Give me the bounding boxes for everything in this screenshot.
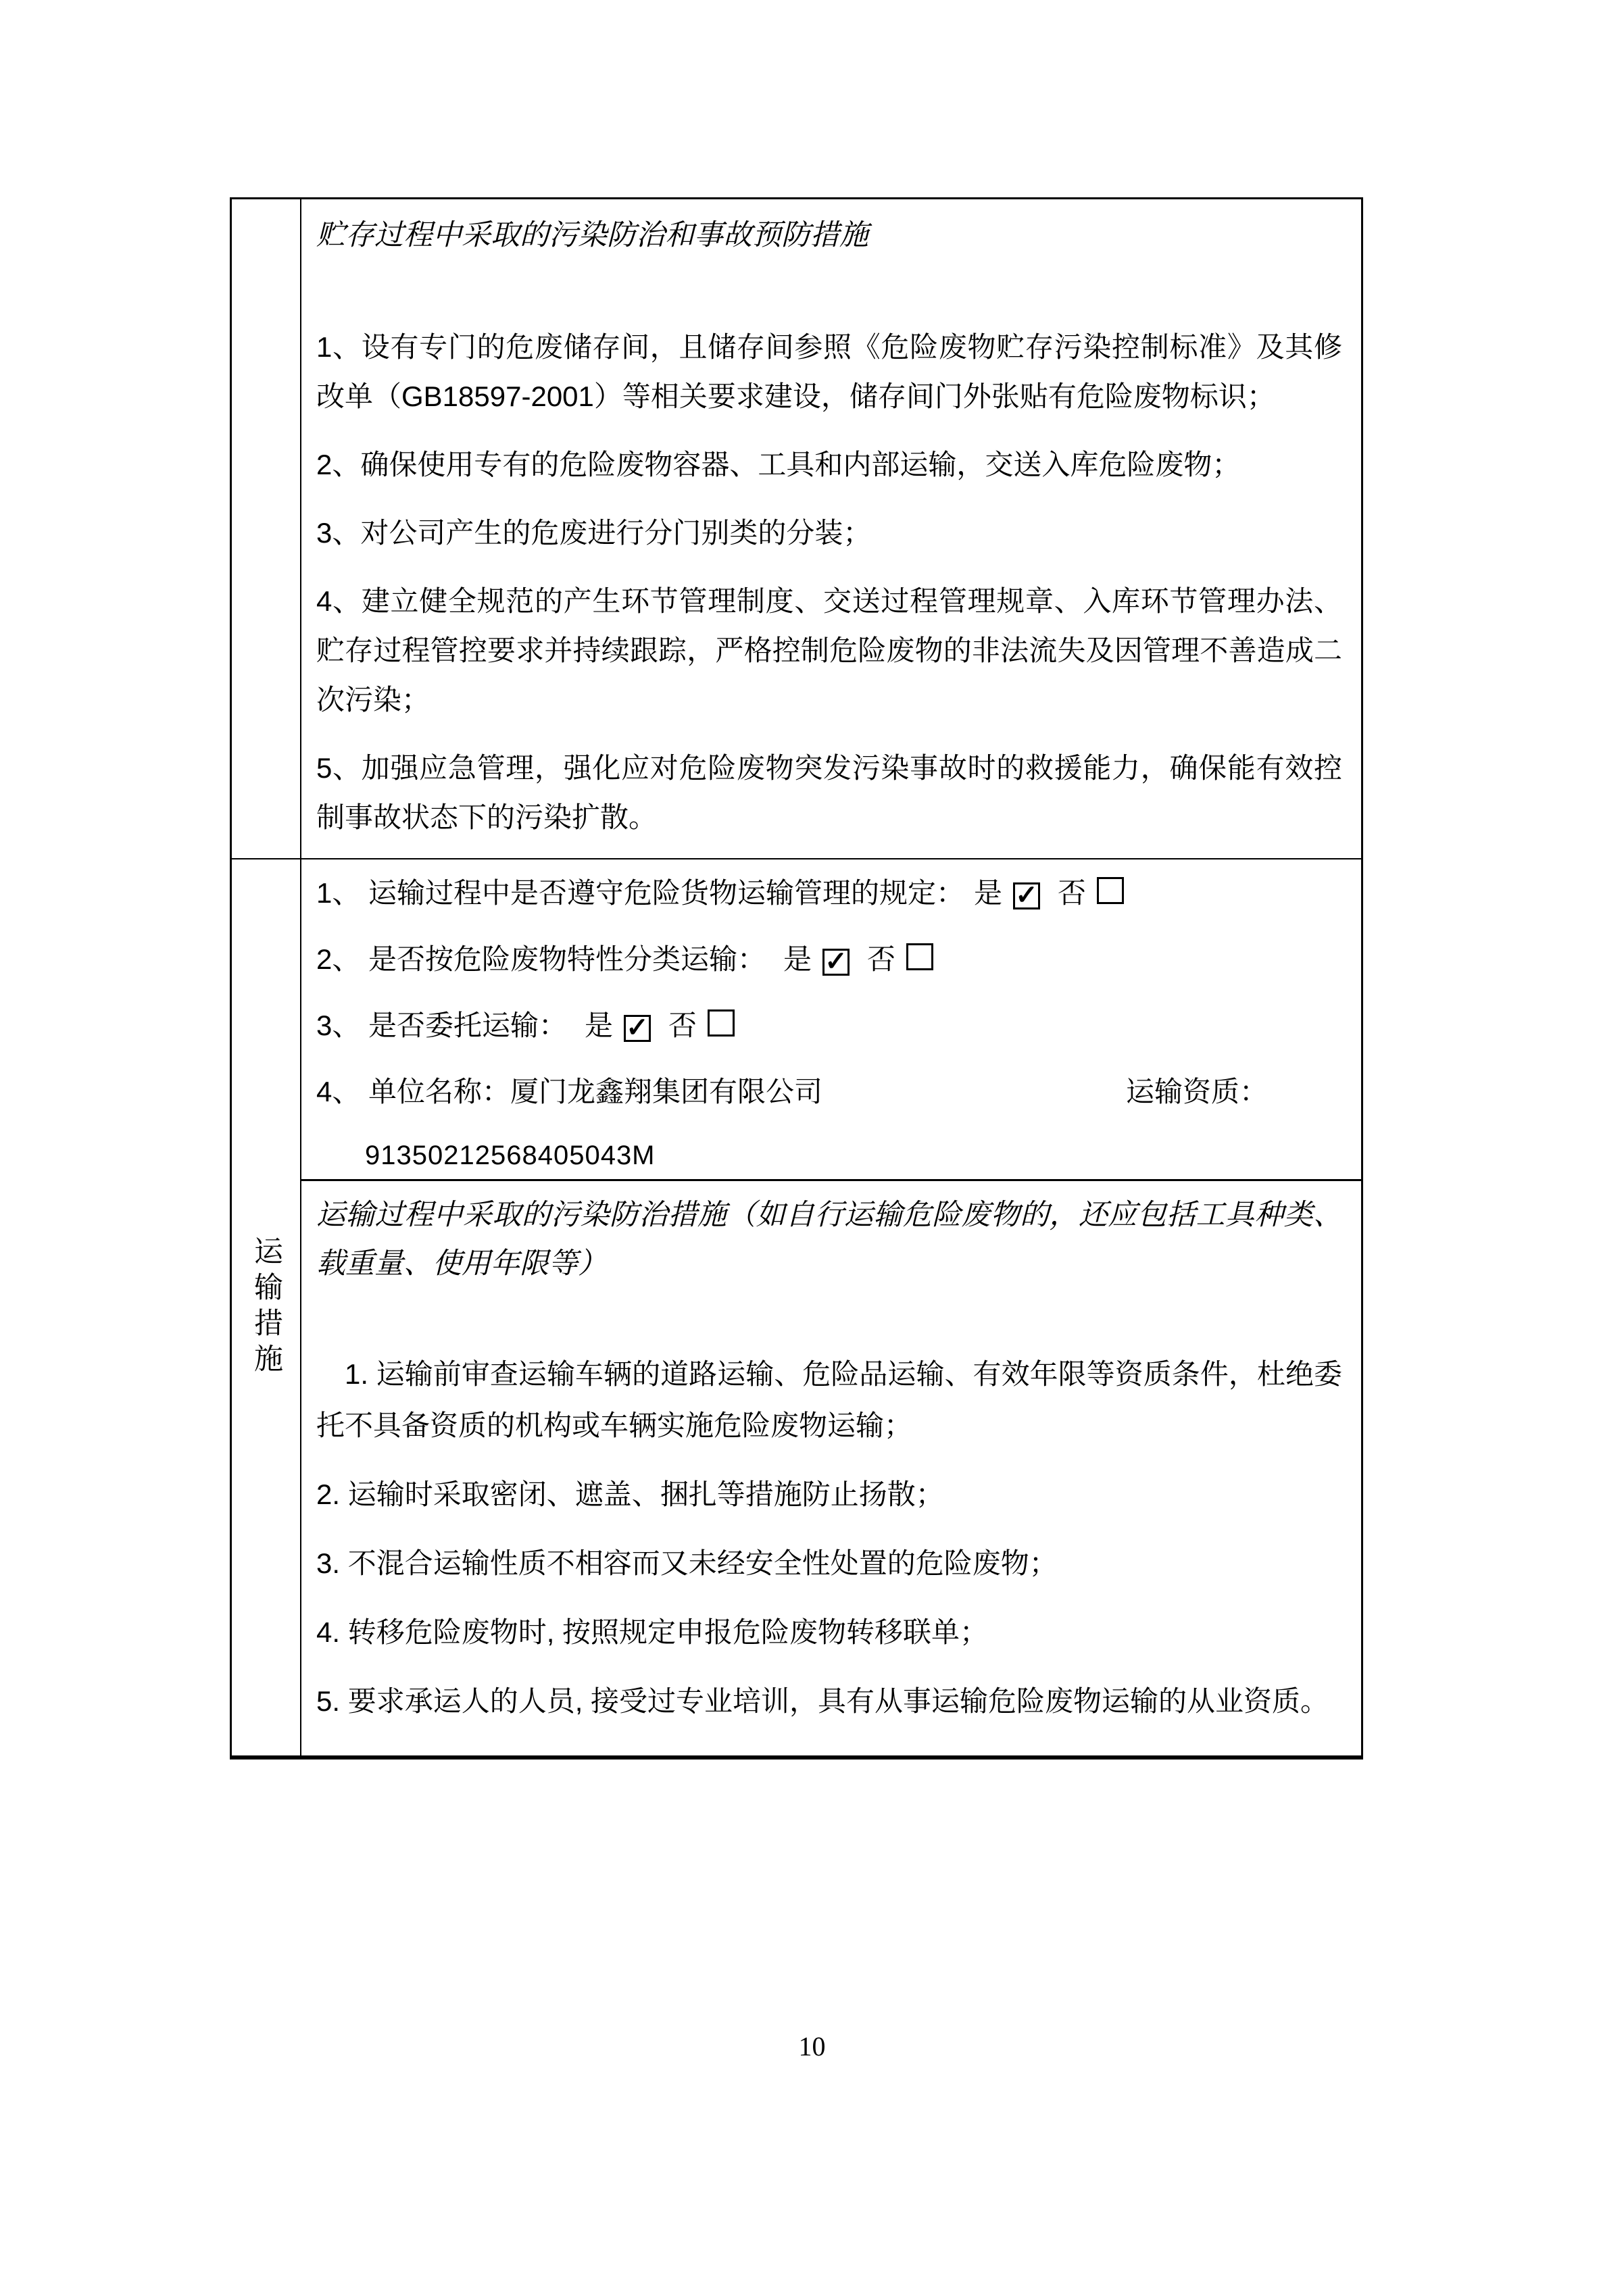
no-label: 否 <box>867 943 896 975</box>
storage-measure-item: 1、设有专门的危废储存间，且储存间参照《危险废物贮存污染控制标准》及其修改单（GB18597-2001）等相关要求建设，储存间门外张贴有危险废物标识； <box>316 331 1342 412</box>
page-number: 10 <box>798 2031 826 2062</box>
storage-measures-heading: 贮存过程中采取的污染防治和事故预防措施 <box>316 219 868 251</box>
yes-label: 是 <box>585 1009 614 1041</box>
transport-measures-heading: 运输过程中采取的污染防治措施（如自行运输危险废物的，还应包括工具种类、载重量、使用年限等） <box>316 1199 1342 1280</box>
yes-label: 是 <box>974 877 1003 909</box>
question-text: 1、 运输过程中是否遵守危险货物运输管理的规定： <box>316 877 965 909</box>
checkbox-yes-checked-icon: ✓ <box>624 1015 651 1042</box>
transport-measure-item: 1. 运输前审查运输车辆的道路运输、危险品运输、有效年限等资质条件，杜绝委托不具备资质的机构或车辆实施危险废物运输； <box>316 1358 1342 1441</box>
measures-table <box>230 197 1363 1760</box>
yes-label: 是 <box>783 943 812 975</box>
storage-measure-item: 2、确保使用专有的危险废物容器、工具和内部运输，交送入库危险废物； <box>316 449 1241 480</box>
checkbox-no-empty-icon <box>906 943 933 970</box>
checkbox-no-empty-icon <box>1097 877 1124 904</box>
transport-measures-cell <box>301 1181 1361 1755</box>
transport-questions-cell <box>301 859 1361 1181</box>
transport-question <box>316 1003 1342 1049</box>
no-label: 否 <box>668 1009 697 1041</box>
transport-question <box>316 937 1342 982</box>
transport-question <box>316 870 1342 916</box>
transport-company-line <box>316 1069 1342 1115</box>
transport-row-label: 运输措施 <box>250 1236 282 1379</box>
company-name-text: 4、 单位名称：厦门龙鑫翔集团有限公司 <box>316 1076 823 1107</box>
checkbox-no-empty-icon <box>708 1009 735 1037</box>
checkbox-yes-checked-icon: ✓ <box>822 949 850 976</box>
checkbox-yes-checked-icon: ✓ <box>1013 882 1040 909</box>
storage-measures-cell <box>301 199 1361 859</box>
storage-measure-item: 5、加强应急管理，强化应对危险废物突发污染事故时的救援能力，确保能有效控制事故状态下的污染扩散。 <box>316 752 1342 833</box>
transport-measure-item: 4. 转移危险废物时, 按照规定申报危险废物转移联单； <box>316 1616 989 1648</box>
storage-measure-item: 3、对公司产生的危废进行分门别类的分装； <box>316 517 872 549</box>
empty-row-label-cell <box>232 199 301 859</box>
company-credit-code: 91350212568405043M <box>365 1141 656 1170</box>
no-label: 否 <box>1058 877 1087 909</box>
question-text: 3、 是否委托运输： <box>316 1009 568 1041</box>
transport-measure-item: 5. 要求承运人的人员, 接受过专业培训，具有从事运输危险废物运输的从业资质。 <box>316 1685 1329 1717</box>
transport-row-header <box>232 859 301 1755</box>
transport-measure-item: 3. 不混合运输性质不相容而又未经安全性处置的危险废物； <box>316 1547 1058 1579</box>
storage-measure-item: 4、建立健全规范的产生环节管理制度、交送过程管理规章、入库环节管理办法、贮存过程管控要求并持续跟踪，严格控制危险废物的非法流失及因管理不善造成二次污染； <box>316 585 1342 716</box>
transport-qualification-label: 运输资质： <box>1125 1076 1268 1107</box>
transport-measure-item: 2. 运输时采取密闭、遮盖、捆扎等措施防止扬散； <box>316 1478 944 1510</box>
question-text: 2、 是否按危险废物特性分类运输： <box>316 943 766 975</box>
